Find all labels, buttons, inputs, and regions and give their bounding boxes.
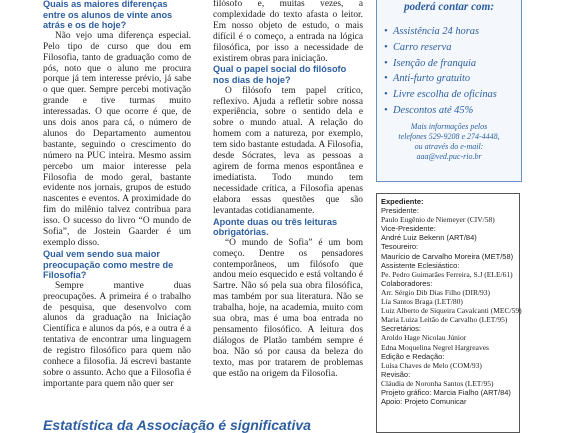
interview-answer: “O mundo de Sofia” é um bom começo. Dentre os pensadores contemporâneos, um filósofo que andou meio esquecido e está voltando é Sartre. Não só pela sua obra filosófica, mas também por sua literatura. Não se trabalha, hoje, na academia, muito com sua obra, mas é uma boa entrada no pensamento filosófico. A leitura dos diálogos de Platão também sempre é boa. Não só por causa da beleza do texto, mas por tratarem de problemas que estão na origem da Filosofia. — [213, 237, 363, 379]
expediente-line: Presidente: — [381, 206, 419, 216]
expediente-line: Maria Luiza Leitão de Carvalho (LET/95) — [381, 315, 508, 325]
ad-contact-info — [377, 122, 521, 163]
ad-benefit-text: Descontos até 45% — [393, 104, 474, 116]
expediente-line: André Luiz Bekenn (ART/84) — [381, 233, 477, 243]
expediente-line: Paulo Eugênio de Niemeyer (CIV/58) — [381, 215, 495, 225]
ad-benefit-item — [384, 40, 521, 56]
article-column-left — [43, 0, 191, 390]
ad-benefit-item — [384, 71, 521, 87]
ad-benefit-text: Anti-furto gratuito — [393, 73, 471, 85]
ad-info-line: ou através do e-mail: — [414, 142, 484, 152]
expediente-line: Edição e Redação: — [381, 351, 445, 361]
insurance-ad-box — [376, 0, 522, 182]
bullet-icon: • — [384, 104, 388, 116]
interview-answer: filósofo e, muitas vezes, a complexidade do texto afasta o leitor. Em nosso objeto de estudo, o mais difícil é o começo, a entrada na lógica filosófica, por isso a necessidade de existirem obras para iniciação. — [213, 0, 363, 64]
ad-benefit-text: Assistência 24 horas — [393, 26, 480, 37]
expediente-line: Revisão: — [381, 369, 411, 379]
bullet-icon: • — [384, 26, 388, 37]
interview-question: Qual o papel social do filósofo nos dias de hoje? — [213, 64, 347, 86]
expediente-line: Cláudia de Noronha Santos (LET/95) — [381, 378, 494, 388]
expediente-heading: Expediente: — [381, 197, 424, 206]
expediente-line: Colaboradores: — [381, 278, 433, 288]
ad-info-line: telefones 529-9208 e 274-4448, — [398, 131, 500, 141]
expediente-line: Arr. Sérgio Dib Dias Filho (DIR/93) — [381, 287, 491, 297]
next-article-heading: Estatística da Associação é significativa — [43, 417, 311, 433]
ad-benefit-item — [384, 56, 521, 72]
bullet-icon: • — [384, 73, 388, 85]
ad-benefit-text: Isenção de franquia — [393, 57, 477, 69]
bullet-icon: • — [384, 41, 388, 53]
expediente-line: Maurício de Carvalho Moreira (MET/58) — [381, 251, 514, 261]
bullet-icon: • — [384, 89, 388, 101]
interview-question: Quais as maiores diferenças entre os alunos de vinte anos atrás e os de hoje? — [43, 0, 173, 31]
expediente-line: Edna Moquelina Negrel Hargreaves — [381, 342, 489, 352]
bullet-icon: • — [384, 57, 388, 69]
ad-info-line: Mais informações pelos — [410, 121, 488, 131]
ad-title: poderá contar com: — [403, 1, 495, 13]
interview-answer: Sempre mantive duas preocupações. A primeira é o trabalho de pesquisa, que desenvolvo com alunos da graduação na Iniciação Científica e alunos da pós, e a outra é a tentativa de encontrar uma linguagem de registro filosófico para quem não conhece a filosofia. Já escrevi bastante sobre o assunto. Acho que a Filosofia é importante para quem não quer ser — [43, 280, 191, 389]
expediente-line: Assistente Eclesiástico: — [381, 260, 460, 270]
article-column-middle — [213, 0, 363, 379]
ad-benefit-item — [384, 103, 521, 119]
ad-benefit-text: Livre escolha de oficinas — [393, 89, 497, 101]
interview-question: Qual vem sendo sua maior preocupação como mestre de Filosofia? — [43, 248, 174, 281]
expediente-box — [376, 193, 520, 433]
expediente-line: Vice-Presidente: — [381, 224, 436, 234]
expediente-line: Projeto gráfico: Marcia Fialho (ART/84) — [381, 387, 511, 397]
expediente-line: Luiz Alberto de Siqueira Cavalcanti (MEC/59) — [381, 306, 522, 316]
ad-benefit-item — [384, 87, 521, 103]
expediente-line: Luísa Chaves de Melo (COM/93) — [381, 360, 482, 370]
ad-benefits-list — [377, 24, 521, 119]
interview-answer: Não vejo uma diferença especial. Pelo tipo de curso que dou em Filosofia, tanto de graduação como de pós, noto que o aluno me procura porque já tem interesse prévio, já sabe o que quer. Sempre percebi motivação grande e tive turmas muito interessadas. O que ocorre é que, de uns dois anos para cá, o número de alunos do Departamento aumentou bastante, seguindo o crescimento do número na PUC inteira. Mesmo assim percebo um maior interesse pela Filosofia de modo geral, bastante evidente nos jornais, grupos de estudo nascentes e eventos. A proximidade do fim do milênio talvez contribua para isso. O sucesso do livro “O mundo de Sofia”, de Jostein Gaarder é um exemplo disso. — [43, 30, 191, 248]
expediente-line: Secretários: — [381, 324, 422, 334]
ad-benefit-item — [384, 24, 521, 40]
expediente-line: Apoio: Projeto Comunicar — [381, 397, 467, 407]
expediente-line: Pe. Pedro Guimarães Ferreira, S.J (ELE/61) — [381, 269, 513, 279]
interview-answer: O filósofo tem papel crítico, reflexivo. Ajuda a refletir sobre nossa experiência, sobre o sentido dela e sobre o mundo atual. A relação do homem com a natureza, por exemplo, tem sido bastante estudada. A Filosofia, desde Sócrates, leva as pessoas a agirem de forma menos espontânea e imediatista. Todo mundo tem necessidade crítica, a Filosofia apenas elabora essas questões que são levantadas cotidianamente. — [213, 85, 363, 216]
expediente-line: Tesoureiro: — [381, 242, 419, 252]
ad-benefit-text: Carro reserva — [393, 41, 452, 53]
interview-question: Aponte duas ou três leituras obrigatórias. — [213, 216, 338, 238]
expediente-line: Aroldo Hage Nicolau Júnior — [381, 333, 467, 343]
expediente-line: Lia Santos Braga (LET/80) — [381, 297, 463, 307]
ad-info-line: aaa@ved.puc-rio.br — [416, 152, 482, 162]
